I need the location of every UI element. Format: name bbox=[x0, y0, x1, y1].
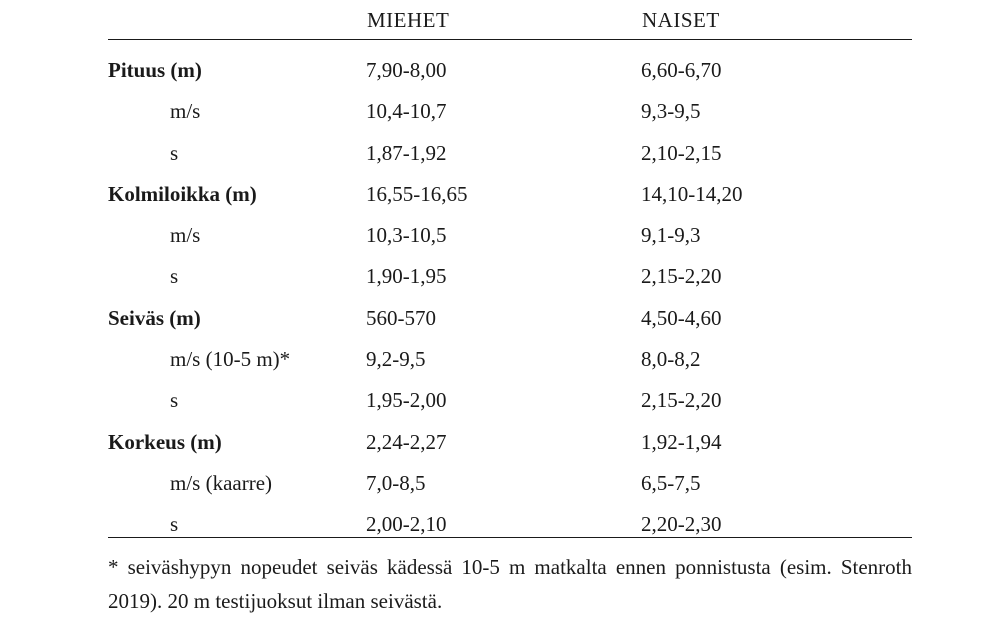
row-label: m/s bbox=[170, 99, 201, 124]
row-label: Korkeus (m) bbox=[108, 429, 222, 454]
cell-men: 1,95-2,00 bbox=[366, 388, 447, 413]
cell-women: 9,3-9,5 bbox=[641, 99, 701, 124]
table-row-metric bbox=[108, 380, 912, 421]
cell-women: 4,50-4,60 bbox=[641, 305, 722, 330]
cell-women: 6,60-6,70 bbox=[641, 58, 722, 82]
table-row-metric bbox=[108, 91, 912, 132]
cell-men: 7,90-8,00 bbox=[366, 58, 447, 82]
row-label: m/s (10-5 m)* bbox=[170, 347, 291, 372]
table-row-metric bbox=[108, 256, 912, 297]
cell-men: 2,00-2,10 bbox=[366, 512, 447, 537]
table-top-rule bbox=[108, 39, 912, 40]
cell-men: 16,55-16,65 bbox=[366, 181, 468, 206]
table-row-event bbox=[108, 50, 912, 91]
cell-women: 2,20-2,30 bbox=[641, 512, 722, 537]
cell-men: 1,87-1,92 bbox=[366, 140, 447, 165]
results-table bbox=[108, 0, 912, 537]
row-label: s bbox=[170, 140, 179, 165]
row-label: m/s (kaarre) bbox=[170, 470, 273, 495]
row-label: Seiväs (m) bbox=[108, 305, 201, 330]
table-row-metric bbox=[108, 463, 912, 504]
table-row-metric bbox=[108, 504, 912, 545]
cell-men: 1,90-1,95 bbox=[366, 264, 447, 289]
column-header-women: NAISET bbox=[642, 8, 720, 32]
table-row-metric bbox=[108, 339, 912, 380]
cell-men: 10,3-10,5 bbox=[366, 223, 447, 248]
table-row-event bbox=[108, 422, 912, 463]
cell-women: 8,0-8,2 bbox=[641, 347, 701, 372]
table-header bbox=[108, 0, 912, 40]
cell-men: 10,4-10,7 bbox=[366, 99, 447, 124]
row-label: m/s bbox=[170, 223, 201, 248]
cell-men: 9,2-9,5 bbox=[366, 347, 426, 372]
footnote: * seiväshypyn nopeudet seiväs kädessä 10-5 m matkalta ennen ponnistusta (esim. Stenroth 2019). 20 m testijuoksut ilman seivästä. bbox=[108, 555, 912, 613]
table-bottom-rule bbox=[108, 537, 912, 538]
row-label: Kolmiloikka (m) bbox=[108, 181, 257, 206]
cell-men: 560-570 bbox=[366, 305, 436, 330]
cell-women: 2,15-2,20 bbox=[641, 388, 722, 413]
table-row-metric bbox=[108, 133, 912, 174]
cell-women: 2,10-2,15 bbox=[641, 140, 722, 165]
row-label: s bbox=[170, 264, 179, 289]
table-row-event bbox=[108, 174, 912, 215]
cell-women: 14,10-14,20 bbox=[641, 181, 743, 206]
table-row-event bbox=[108, 298, 912, 339]
cell-women: 6,5-7,5 bbox=[641, 470, 701, 495]
column-header-men: MIEHET bbox=[367, 8, 450, 32]
cell-women: 1,92-1,94 bbox=[641, 429, 722, 454]
row-label: s bbox=[170, 388, 179, 413]
cell-men: 2,24-2,27 bbox=[366, 429, 447, 454]
table-row-metric bbox=[108, 215, 912, 256]
cell-women: 9,1-9,3 bbox=[641, 223, 701, 248]
row-label: Pituus (m) bbox=[108, 58, 202, 82]
table-body bbox=[108, 50, 912, 546]
cell-women: 2,15-2,20 bbox=[641, 264, 722, 289]
cell-men: 7,0-8,5 bbox=[366, 470, 426, 495]
row-label: s bbox=[170, 512, 179, 537]
